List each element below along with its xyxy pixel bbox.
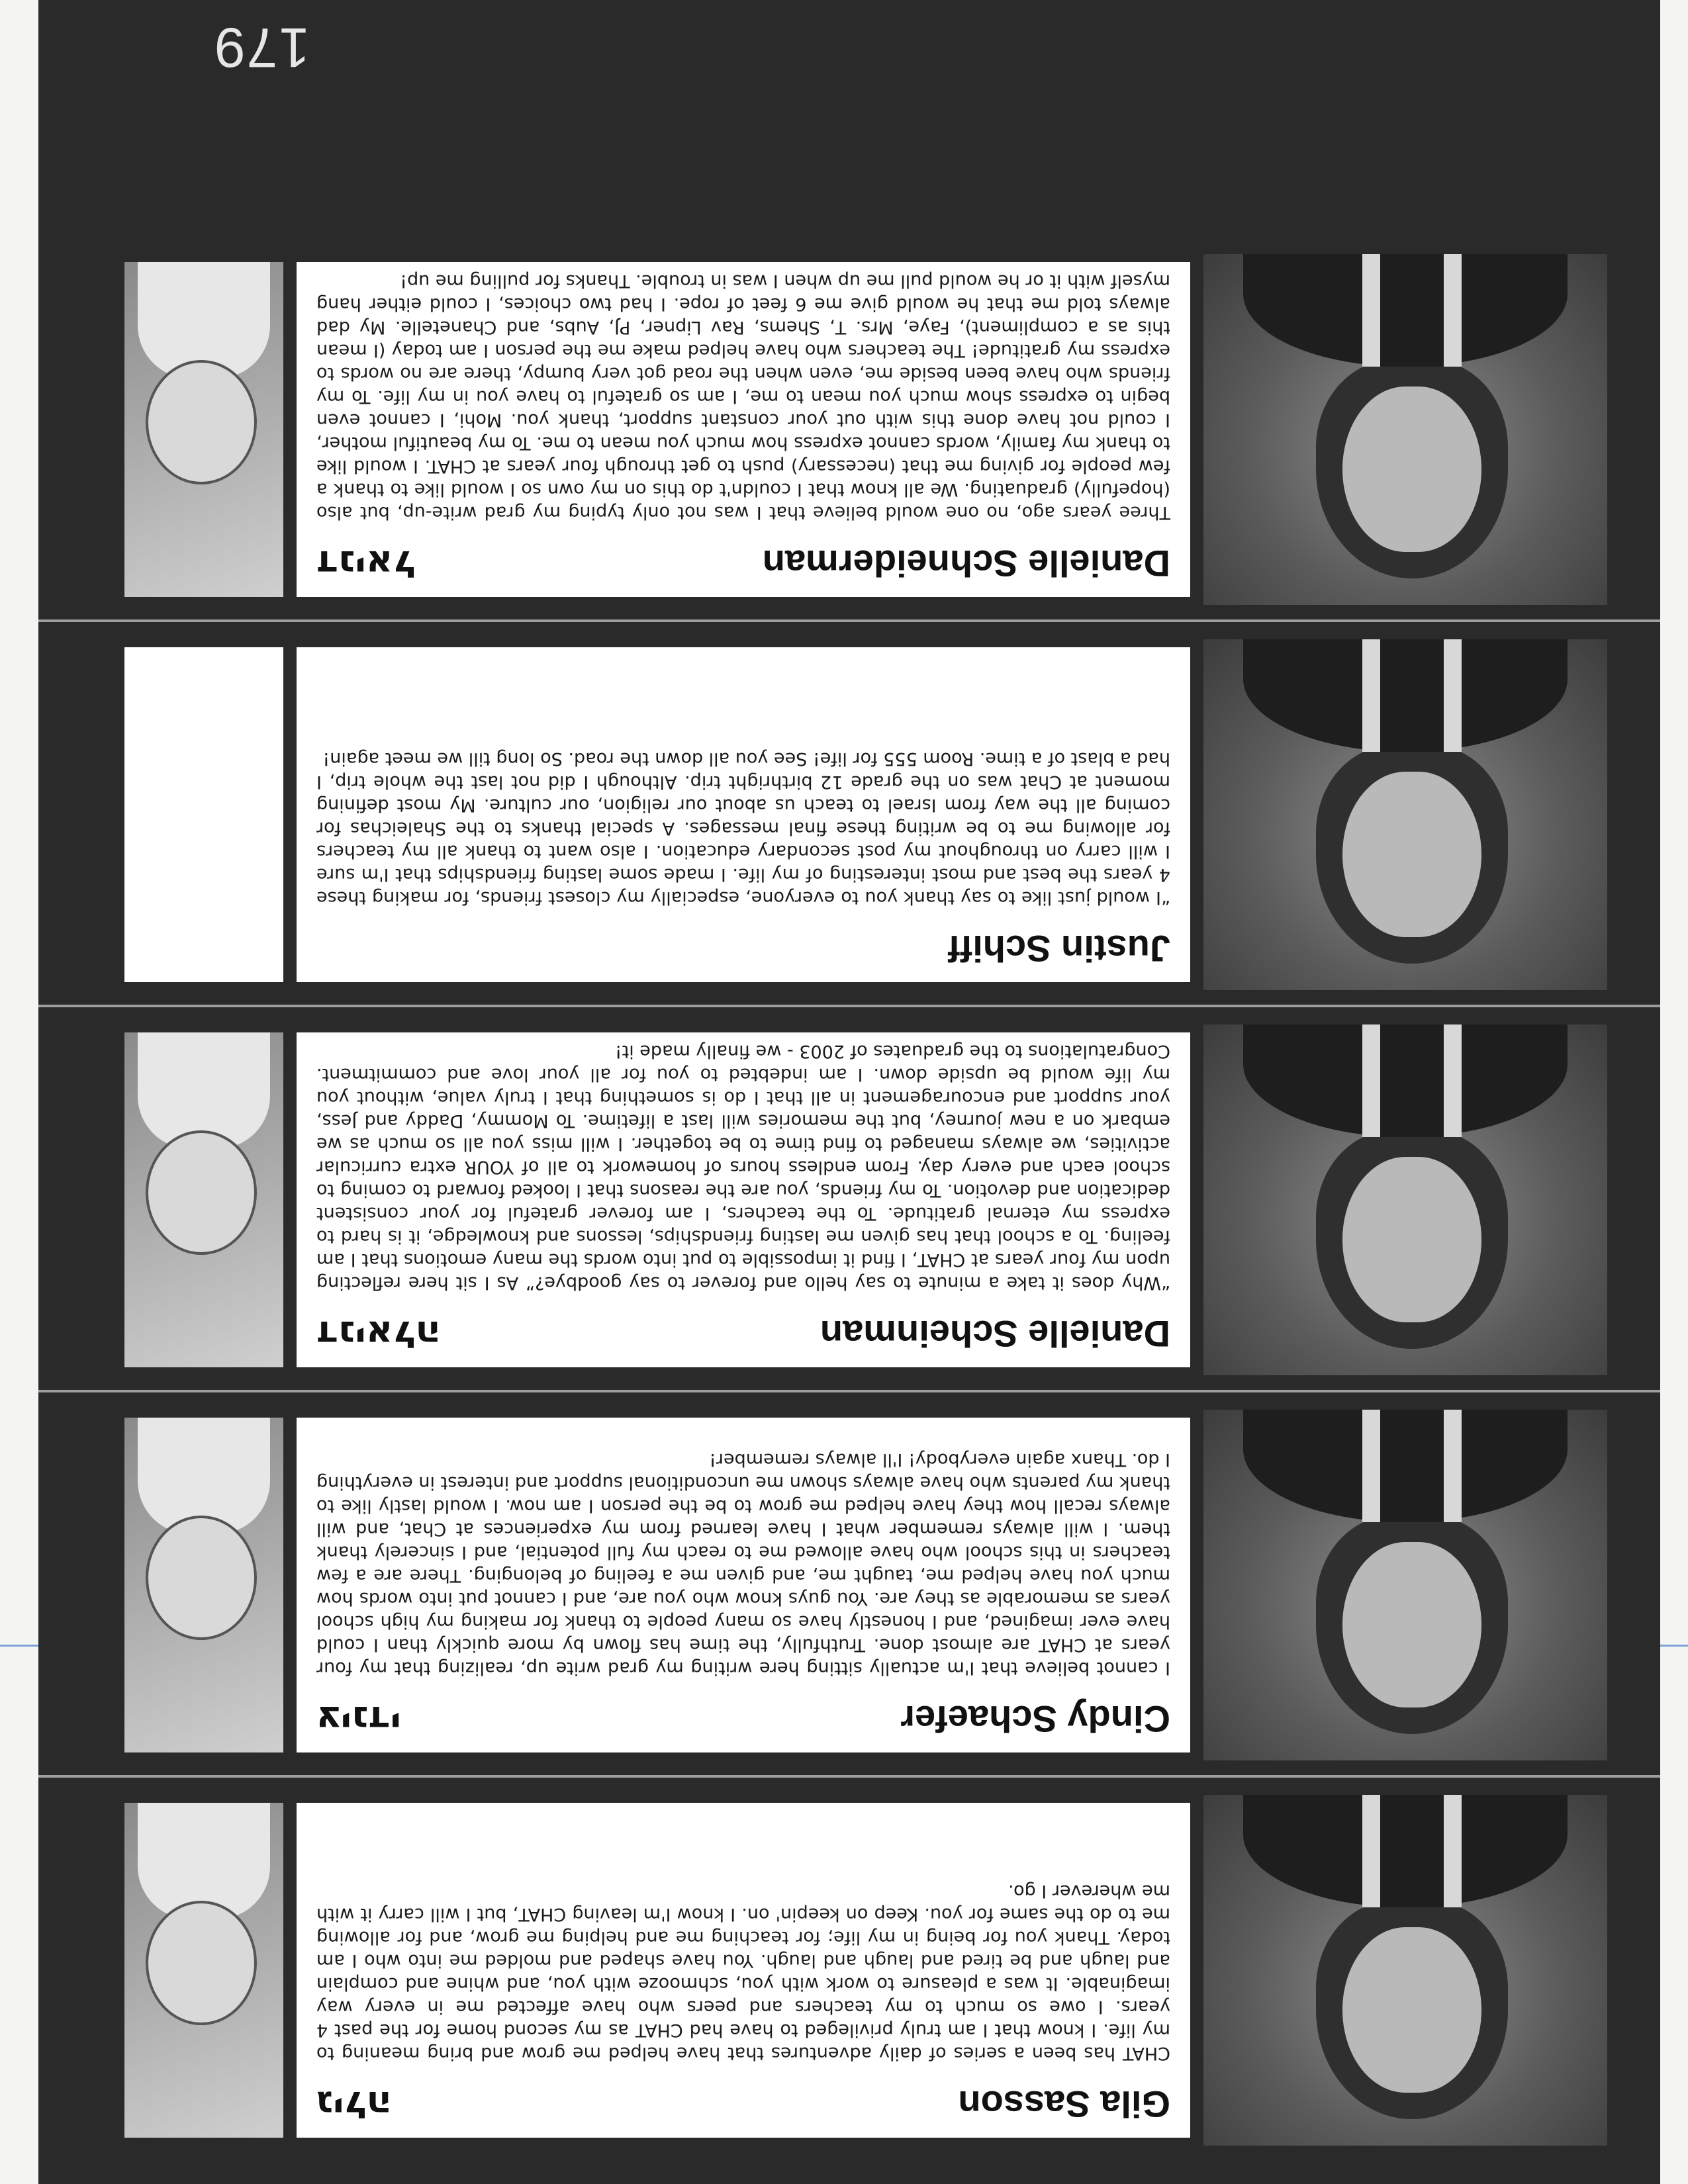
graduate-entry-danielle-schneiderman (124, 254, 1607, 605)
row-divider (38, 619, 1660, 622)
hebrew-name: דניאל (316, 542, 416, 585)
row-divider (38, 1390, 1660, 1392)
graduate-name: Danielle Schneiderman (762, 543, 1170, 584)
black-page-background (38, 0, 1660, 2184)
bio-box (297, 1418, 1190, 1752)
row-divider (38, 1775, 1660, 1778)
graduate-name: Cindy Schaefer (900, 1698, 1170, 1740)
baby-photo (124, 1803, 283, 2138)
graduation-photo (1203, 639, 1607, 990)
hebrew-name: צינדי (316, 1698, 401, 1741)
graduate-bio: “Why does it take a minute to say hello and forever to say goodbye?” As I sit here reflecting upon my four years at CHAT, I find it impossible to put into words the many emotions that I am feeling. To a school that has given me lasting friendships, lessons and knowledge, it is hard to express my eternal gratitude. To the teachers, I am forever grateful for your consistent dedication and devotion. To my friends, you are the reasons that I looked forward to coming to school each and every day. From endless hours of homework to all of YOUR extra curricular activities, we always managed to find time to be together. I will miss you all so much as we embark on a new journey, but the memories will last a lifetime. To Mommy, Daddy and Jess, your support and encouragement in all that I do is something that I truly value, without you my life would be upside down. I am indebted to you for all your love and commitment. Congratulations to the graduates of 2003 - we finally made it! (316, 1041, 1170, 1293)
bio-box (297, 1032, 1190, 1367)
baby-photo (124, 1418, 283, 1752)
graduate-name: Justin Schiff (947, 928, 1170, 970)
bio-box (297, 647, 1190, 982)
graduation-photo (1203, 1795, 1607, 2146)
bio-box (297, 262, 1190, 597)
graduate-name: Gila Sasson (958, 2083, 1170, 2125)
graduate-bio: I cannot believe that I'm actually sitting here writing my grad write up, realizing that my four years at CHAT are almost done. Truthfully, the time has flown by more quickly than I could have ever imagined, and I honestly have so many people to thank for making my high school years as memorable as they are. You guys know who you are, and I cannot put into words how much you have helped me, taught me, and given me a feeling of belonging. There are a few teachers in this school who have allowed me to reach my full potential, and I sincerely thank them. I will always remember what I have learned from my experiences at Chat, and will always recall how they have helped me grow to be the person I am now. I would lastly like to thank my parents who have always shown me unconditional support and interest in everything I do. Thanx again everybody! I'll always remember! (316, 1449, 1170, 1678)
hebrew-name: גילה (316, 2083, 392, 2126)
bio-box (297, 1803, 1190, 2138)
graduate-bio: Three years ago, no one would believe that I was not only typing my grad write-up, but also (hopefully) graduating. We all know that I couldn't do this on my own so I would like to thank a few people for giving me that (necessary) push to get through four years at CHAT. I would like to thank my family, words cannot express how much you mean to me. To my beautiful mother, I could not have done this with out your constant support, thank you. Mohi, I cannot even begin to express show much you mean to me, I am so grateful to have you in my life. To my friends who have been beside me, even when the road got very bumpy, there are no words to express my gratitude! The teachers who have helped make me the person I am today (I mean this as a compliment), Faye, Mrs. T, Shems, Rav Lipner, PJ, Aubs, and Chanetelle. My dad always told me that he would give me 6 feet of rope. I had two choices, I could either hang myself with it or he would pull me up when I was in trouble. Thanks for pulling me up! (316, 271, 1170, 523)
graduation-photo (1203, 1024, 1607, 1375)
hebrew-name: דניאלה (316, 1312, 441, 1355)
page-number: 179 (212, 17, 310, 79)
baby-photo (124, 647, 283, 982)
graduate-entry-danielle-scheinman (124, 1024, 1607, 1375)
graduate-bio: “I would just like to say thank you to everyone, especially my closest friends, for making these 4 years the best and most interesting of my life. I made some lasting friendships that I'm sure I will carry on throughout my post secondary education. I also want to thank all my teachers for allowing me to be writing these final messages. A special thanks to the Shaleichas for coming all the way from Israel to teach us about our religion, our culture. My most defining moment at Chat was on the grade 12 birthright trip. Although I did not last the whole trip, I had a blast of a time. Room 555 for life! See you all down the road. So long till we meet again! (316, 749, 1170, 908)
graduate-entry-justin-schiff (124, 639, 1607, 990)
baby-photo (124, 262, 283, 597)
graduate-name: Danielle Scheinman (820, 1313, 1170, 1355)
graduation-photo (1203, 254, 1607, 605)
graduate-bio: CHAT has been a series of daily adventures that have helped me grow and bring meaning to my life. I know that I am truly privileged to have had CHAT as my second home for the past 4 years. I owe so much to my teachers and peers who have affected me in every way imaginable. It was a pleasure to work with you, schmooze with you, and whine and complain and laugh and be tired and laugh and laugh. You have shaped and molded me into who I am today. Thank you for being in my life; for teaching me and helping me grow, and for allowing me to do the same for you. Keep on keepin' on. I know I'm leaving CHAT, but I will carry it with me wherever I go. (316, 1881, 1170, 2064)
row-divider (38, 1005, 1660, 1007)
graduate-entry-cindy-schaefer (124, 1410, 1607, 1760)
baby-photo (124, 1032, 283, 1367)
graduate-entry-gila-sasson (124, 1795, 1607, 2146)
graduation-photo (1203, 1410, 1607, 1760)
